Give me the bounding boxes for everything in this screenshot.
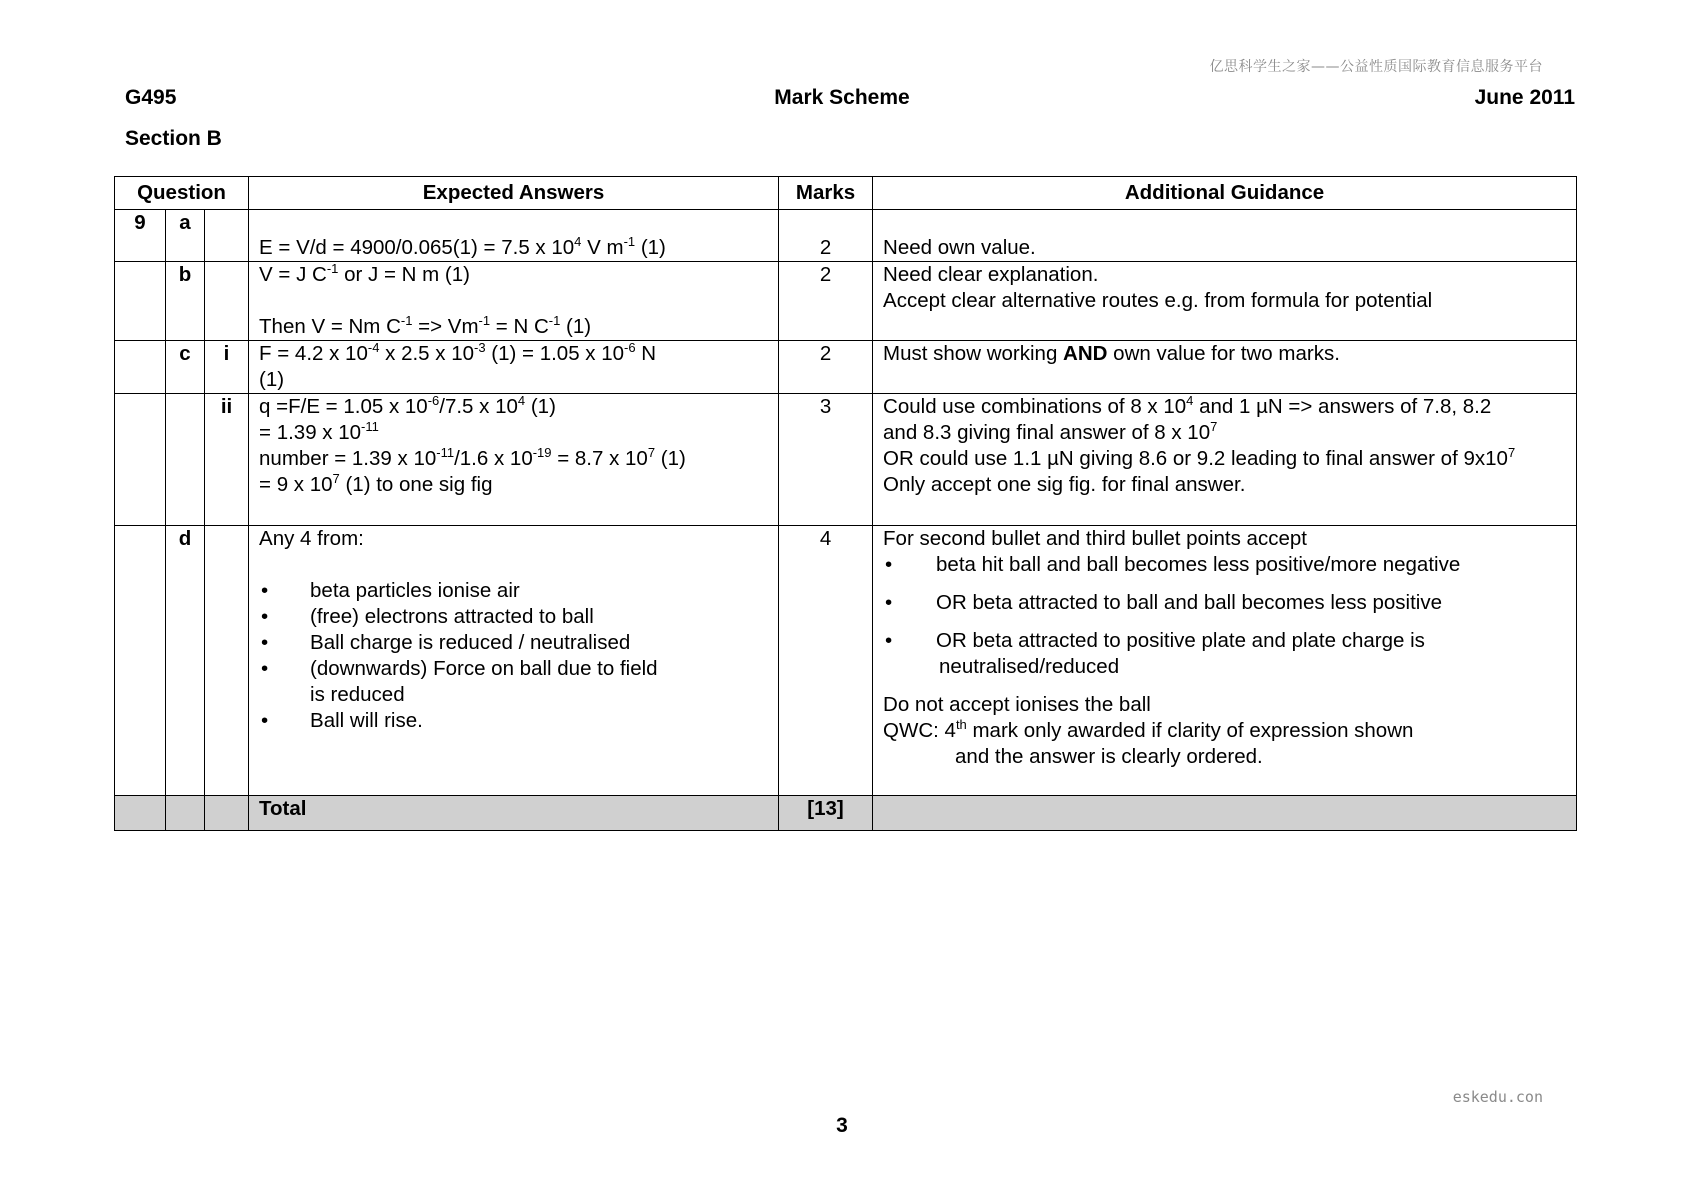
- page-title: Mark Scheme: [774, 86, 910, 109]
- watermark-top: 亿思科学生之家——公益性质国际教育信息服务平台: [1209, 59, 1543, 75]
- guidance: Need own value.: [873, 210, 1577, 262]
- list-item: • Ball will rise.: [259, 708, 768, 734]
- guidance: Could use combinations of 8 x $10^4$ and 1 µN => answers of 7.8, 8.2 and 8.3 giving final answer of 8 x $10^7$ OR could use 1.1 µN giving 8.6 or 9.2 leading to final answer of $9x10^7$ Only accept one sig fig. for final answer.: [873, 394, 1577, 526]
- list-item: • OR beta attracted to positive plate and plate charge is neutralised/reduced: [883, 628, 1566, 680]
- question-subpart: [205, 210, 249, 262]
- expected-answer: V = J $C^{-1}$ or J = N m (1) Then V = Nm $C^{-1} => Vm^{-1} = N$ $C^{-1}$ (1): [249, 262, 779, 341]
- question-subpart: ii: [205, 394, 249, 526]
- list-item: • beta hit ball and ball becomes less positive/more negative: [883, 552, 1566, 578]
- question-part: b: [166, 262, 205, 341]
- marks: 2: [779, 262, 873, 341]
- guidance: Must show working AND own value for two marks.: [873, 341, 1577, 394]
- expected-answer: F = 4.2 x $10^{-4}$ x 2.5 x $10^{-3}$ (1) = 1.05 x $10^{-6}$ N (1): [249, 341, 779, 394]
- row-9cii: [115, 394, 1577, 526]
- answer-bullets: [259, 578, 768, 734]
- guidance-bullets: [883, 552, 1566, 680]
- question-part: a: [166, 210, 205, 262]
- page-number: 3: [836, 1114, 848, 1137]
- row-9d: [115, 526, 1577, 796]
- exam-date: June 2011: [1474, 86, 1575, 109]
- expected-answer: [249, 210, 779, 262]
- list-item: • beta particles ionise air: [259, 578, 768, 604]
- row-9ci: [115, 341, 1577, 394]
- marks: 4: [779, 526, 873, 796]
- marks: 3: [779, 394, 873, 526]
- qwc-note: QWC: 4th mark only awarded if clarity of expression shown: [883, 717, 1414, 742]
- row-9b: [115, 262, 1577, 341]
- expected-answer: Any 4 from: • beta particles ionise air • (free) electrons attracted to ball • Ball charge is reduced / neutralised • (downwards) Force on ball due to field is reduced • Ball will rise.: [249, 526, 779, 796]
- col-header-question: Question: [115, 177, 249, 210]
- row-9a: [115, 210, 1577, 262]
- col-header-guidance: Additional Guidance: [873, 177, 1577, 210]
- marks: 2: [779, 341, 873, 394]
- list-item: • (downwards) Force on ball due to field is reduced: [259, 656, 768, 708]
- guidance: For second bullet and third bullet points accept • beta hit ball and ball becomes less positive/more negative • OR beta attracted to ball and ball becomes less positive • OR beta attracted to positive plate and plate charge is neutralised/reduced Do not accept ionises the ball QWC: 4th mark only awarded if clarity of expression shown and the answer is clearly ordered.: [873, 526, 1577, 796]
- list-item: • OR beta attracted to ball and ball becomes less positive: [883, 590, 1566, 616]
- question-part: c: [166, 341, 205, 394]
- col-header-answers: Expected Answers: [249, 177, 779, 210]
- total-row: [115, 796, 1577, 831]
- list-item: • (free) electrons attracted to ball: [259, 604, 768, 630]
- question-subpart: i: [205, 341, 249, 394]
- marks: 2: [779, 210, 873, 262]
- expected-answer: q =F/E = 1.05 x $10^{-6}/7.5$ x $10^4$ (1) = 1.39 x $10^{-11}$ number = 1.39 x $10^{-11}/1.6$ x $10^{-19} = 8.7$ x $10^7$ (1) = 9 x $10^7$ (1) to one sig fig: [249, 394, 779, 526]
- question-part: d: [166, 526, 205, 796]
- mark-scheme-table: [114, 176, 1577, 831]
- watermark-bottom: eskedu.con: [1452, 1088, 1543, 1106]
- col-header-marks: Marks: [779, 177, 873, 210]
- guidance: Need clear explanation. Accept clear alternative routes e.g. from formula for potential: [873, 262, 1577, 341]
- list-item: • Ball charge is reduced / neutralised: [259, 630, 768, 656]
- total-marks: [13]: [779, 796, 873, 831]
- total-label: Total: [249, 796, 779, 831]
- paper-code: G495: [125, 86, 177, 109]
- section-heading: Section B: [125, 127, 222, 150]
- answer-line: E = V/d = 4900/0.065(1) = 7.5 x $10^4$ V $m^{-1}$ (1): [259, 234, 666, 259]
- question-number: 9: [115, 210, 166, 262]
- header-row: [115, 177, 1577, 210]
